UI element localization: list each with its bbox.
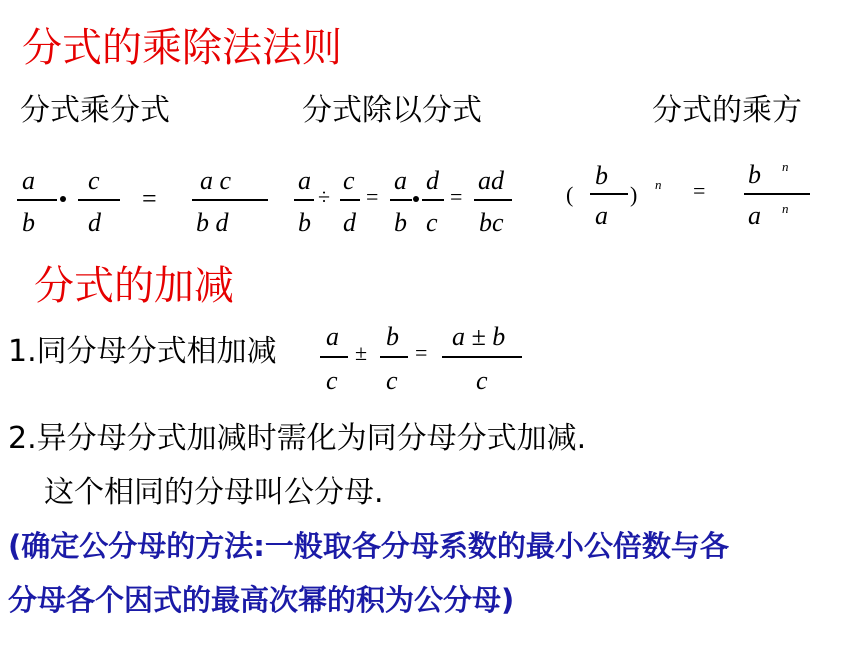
add-res-num: a ± b (452, 322, 506, 351)
div-res-den: bc (479, 208, 504, 237)
fraction-bar (744, 193, 810, 195)
add-f1-num: a (326, 322, 339, 351)
fraction-bar (320, 356, 348, 358)
div-f1-num: a (298, 166, 311, 195)
fraction-bar (390, 199, 412, 201)
div-f3-den: b (394, 208, 407, 237)
mul-res-den: b d (196, 208, 229, 237)
pow-res-den: a (748, 201, 761, 230)
heading-mul-div: 分式的乘除法法则 (22, 25, 342, 71)
fraction-bar (78, 199, 120, 201)
div-f2-den: d (343, 208, 356, 237)
mul-f1-den: b (22, 208, 35, 237)
rule-1-text: 1.同分母分式相加减 (8, 334, 277, 369)
div-sign: ÷ (318, 184, 331, 209)
pow-res-den-exp: n (782, 201, 789, 216)
rule-2-line-2: 这个相同的分母叫公分母. (44, 475, 384, 510)
fraction-bar (192, 199, 268, 201)
fraction-bar (590, 193, 628, 195)
note-line-1: (确定公分母的方法:一般取各分母系数的最小公倍数与各 (8, 529, 729, 563)
rule-2-line-1: 2.异分母分式加减时需化为同分母分式加减. (8, 421, 587, 456)
add-f2-den: c (386, 366, 398, 395)
mul-f1-num: a (22, 166, 35, 195)
pow-equals: = (693, 178, 706, 203)
add-f2-num: b (386, 322, 399, 351)
subhead-div: 分式除以分式 (302, 93, 482, 128)
subhead-mul: 分式乘分式 (20, 93, 170, 128)
note-line-2: 分母各个因式的最高次幂的积为公分母) (8, 583, 515, 617)
fraction-bar (17, 199, 57, 201)
multiply-dot (60, 196, 66, 202)
div-res-num: ad (478, 166, 504, 195)
fraction-bar (422, 199, 444, 201)
mul-f2-den: d (88, 208, 101, 237)
div-f4-num: d (426, 166, 439, 195)
mul-res-num: a c (200, 166, 232, 195)
mul-f2-num: c (88, 166, 100, 195)
fraction-bar (474, 199, 512, 201)
pow-den: a (595, 201, 608, 230)
pow-rparen: ) (630, 182, 638, 207)
div-f4-den: c (426, 208, 438, 237)
fraction-bar (380, 356, 408, 358)
div-equals-2: = (450, 184, 463, 209)
pow-exponent: n (655, 177, 662, 192)
pow-res-num-exp: n (782, 159, 789, 174)
plus-minus: ± (355, 340, 368, 365)
multiply-dot (413, 196, 419, 202)
fraction-bar (442, 356, 522, 358)
div-f3-num: a (394, 166, 407, 195)
heading-add-sub: 分式的加减 (34, 263, 234, 309)
mul-equals: = (142, 184, 157, 213)
add-res-den: c (476, 366, 488, 395)
pow-lparen: ( (566, 182, 574, 207)
add-equals: = (415, 340, 428, 365)
pow-num: b (595, 161, 608, 190)
pow-res-num: b (748, 160, 761, 189)
div-f1-den: b (298, 208, 311, 237)
fraction-bar (340, 199, 360, 201)
div-f2-num: c (343, 166, 355, 195)
div-equals-1: = (366, 184, 379, 209)
add-f1-den: c (326, 366, 338, 395)
subhead-pow: 分式的乘方 (652, 93, 802, 128)
fraction-bar (294, 199, 314, 201)
